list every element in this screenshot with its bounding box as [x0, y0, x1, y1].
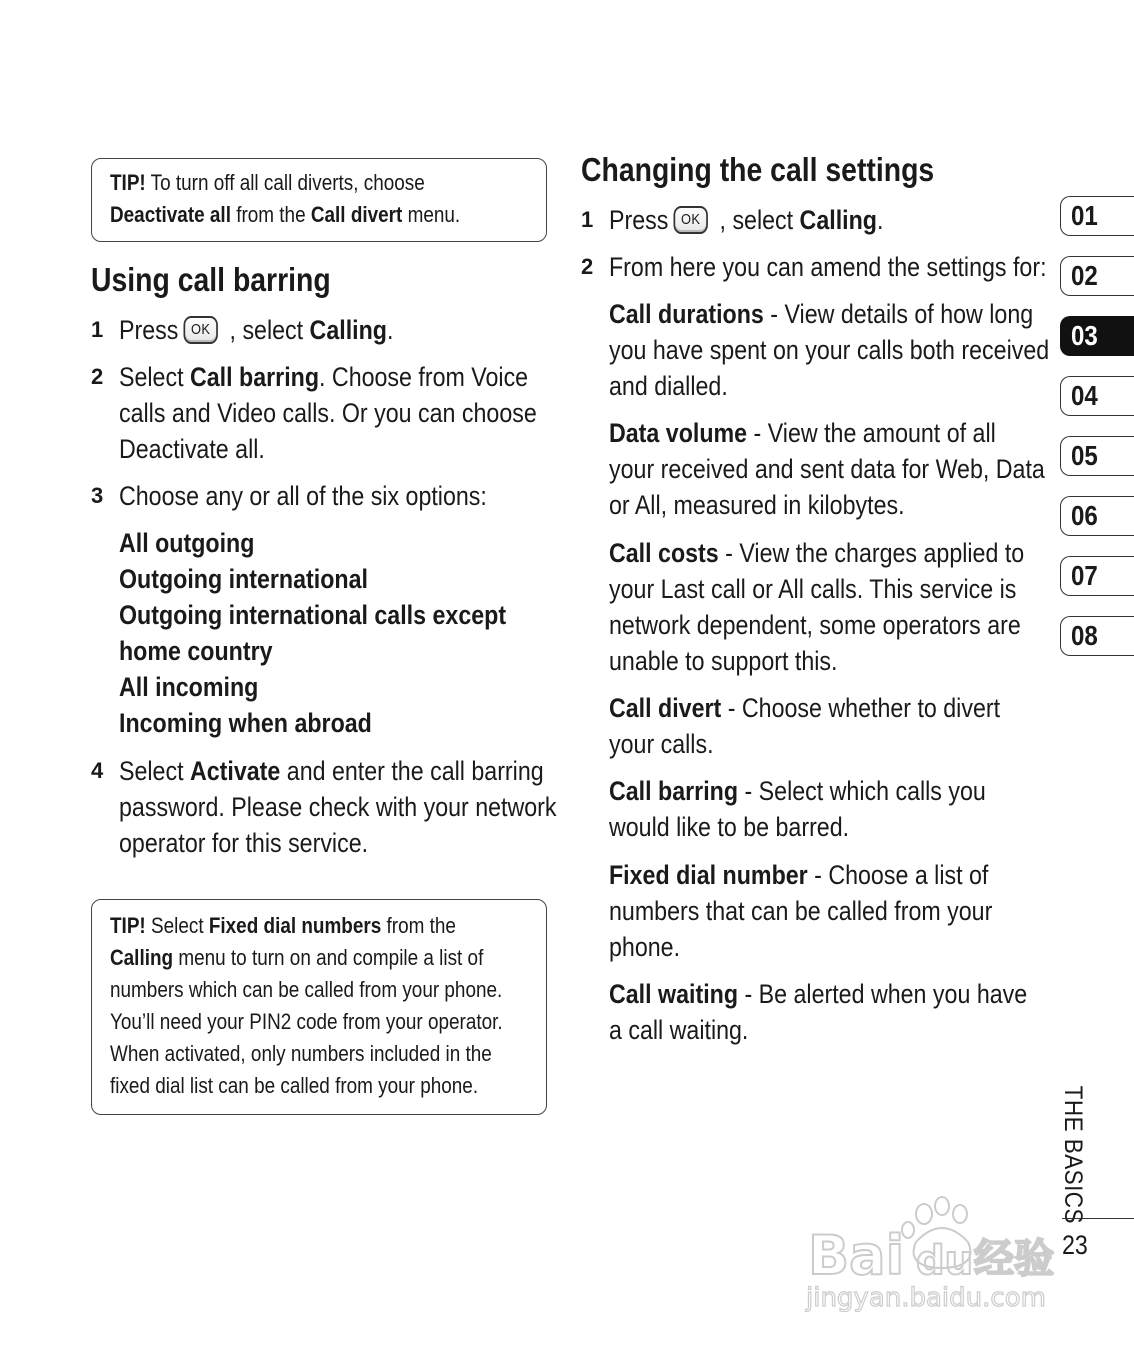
baidu-watermark-logo	[804, 1196, 1068, 1316]
ok-button-icon: OK	[184, 316, 218, 344]
step-2-text: From here you can amend the settings for:	[609, 252, 1047, 282]
chapter-tab-03[interactable]: 03	[1060, 316, 1134, 356]
setting-desc-line: or All, measured in kilobytes.	[609, 490, 905, 520]
tip-line-3: numbers which can be called from your phone.	[110, 977, 503, 1002]
page-number-divider	[1062, 1218, 1134, 1219]
chapter-tab-05[interactable]: 05	[1060, 436, 1134, 476]
setting-call-durations: Call durations - View details of how long	[609, 299, 1034, 329]
page-number: 23	[1062, 1230, 1088, 1260]
option-item: All incoming	[119, 672, 259, 702]
setting-desc-line: would like to be barred.	[609, 812, 850, 842]
setting-fixed-dial-number: Fixed dial number - Choose a list of	[609, 860, 989, 890]
tip-line-1: TIP! Select Fixed dial numbers from the	[110, 913, 456, 938]
heading-using-call-barring: Using call barring	[91, 261, 331, 298]
step-number: 1	[581, 207, 594, 232]
tip-box-call-divert	[91, 158, 547, 242]
chapter-tab-02[interactable]: 02	[1060, 256, 1134, 296]
tip-line-4: You’ll need your PIN2 code from your operator.	[110, 1009, 503, 1034]
step-4-line-3: operator for this service.	[119, 828, 369, 858]
tip-line-2: Deactivate all from the Call divert menu.	[110, 202, 461, 227]
tip-box-fixed-dial	[91, 899, 547, 1115]
step-number: 2	[91, 364, 104, 389]
tip-label: TIP!	[110, 170, 146, 195]
step-2-line-2: calls and Video calls. Or you can choose	[119, 398, 537, 428]
step-number: 3	[91, 483, 104, 508]
option-item: Incoming when abroad	[119, 708, 372, 738]
setting-desc-line: your received and sent data for Web, Data	[609, 454, 1045, 484]
step-4-line-2: password. Please check with your network	[119, 792, 557, 822]
svg-text:du: du	[916, 1238, 974, 1284]
step-1-text: Press OK , select Calling.	[119, 315, 394, 345]
step-number: 4	[91, 758, 104, 783]
section-label: THE BASICS	[1059, 1085, 1087, 1224]
setting-data-volume: Data volume - View the amount of all	[609, 418, 996, 448]
chapter-tab-06[interactable]: 06	[1060, 496, 1134, 536]
setting-call-divert: Call divert - Choose whether to divert	[609, 693, 1001, 723]
setting-desc-line: your Last call or All calls. This service is	[609, 574, 1017, 604]
setting-desc-line: network dependent, some operators are	[609, 610, 1021, 640]
option-item: Outgoing international calls except	[119, 600, 507, 630]
step-2-line-3: Deactivate all.	[119, 434, 265, 464]
step-4-line-1: Select Activate and enter the call barring	[119, 756, 544, 786]
setting-desc-line: phone.	[609, 932, 681, 962]
chapter-tab-04[interactable]: 04	[1060, 376, 1134, 416]
tip-line-5: When activated, only numbers included in the	[110, 1041, 492, 1066]
option-item: All outgoing	[119, 528, 255, 558]
step-number: 2	[581, 254, 594, 279]
chapter-tab-01[interactable]: 01	[1060, 196, 1134, 236]
tip-line-2: Calling menu to turn on and compile a list of	[110, 945, 484, 970]
step-number: 1	[91, 317, 104, 342]
svg-text:经验: 经验	[974, 1236, 1054, 1282]
setting-desc-line: numbers that can be called from your	[609, 896, 993, 926]
chapter-tab-07[interactable]: 07	[1060, 556, 1134, 596]
step-3-text: Choose any or all of the six options:	[119, 481, 487, 511]
setting-desc-line: unable to support this.	[609, 646, 838, 676]
setting-desc-line: a call waiting.	[609, 1015, 749, 1045]
option-item: Outgoing international	[119, 564, 368, 594]
heading-changing-call-settings: Changing the call settings	[581, 151, 935, 188]
setting-desc-line: your calls.	[609, 729, 714, 759]
tip-line-1: TIP! To turn off all call diverts, choose	[110, 170, 425, 195]
svg-text:jingyan.baidu.com: jingyan.baidu.com	[806, 1283, 1046, 1313]
setting-call-barring: Call barring - Select which calls you	[609, 776, 986, 806]
tip-line-6: fixed dial list can be called from your phone.	[110, 1073, 479, 1098]
setting-desc-line: and dialled.	[609, 371, 728, 401]
chapter-tab-08[interactable]: 08	[1060, 616, 1134, 656]
step-1-text: Press OK , select Calling.	[609, 205, 884, 235]
tip-label: TIP!	[110, 913, 146, 938]
setting-desc-line: you have spent on your calls both received	[609, 335, 1050, 365]
ok-button-icon: OK	[674, 206, 708, 234]
step-2-line-1: Select Call barring. Choose from Voice	[119, 362, 529, 392]
setting-call-waiting: Call waiting - Be alerted when you have	[609, 979, 1028, 1009]
svg-text:Bai: Bai	[808, 1224, 905, 1287]
option-item: home country	[119, 636, 273, 666]
setting-call-costs: Call costs - View the charges applied to	[609, 538, 1025, 568]
